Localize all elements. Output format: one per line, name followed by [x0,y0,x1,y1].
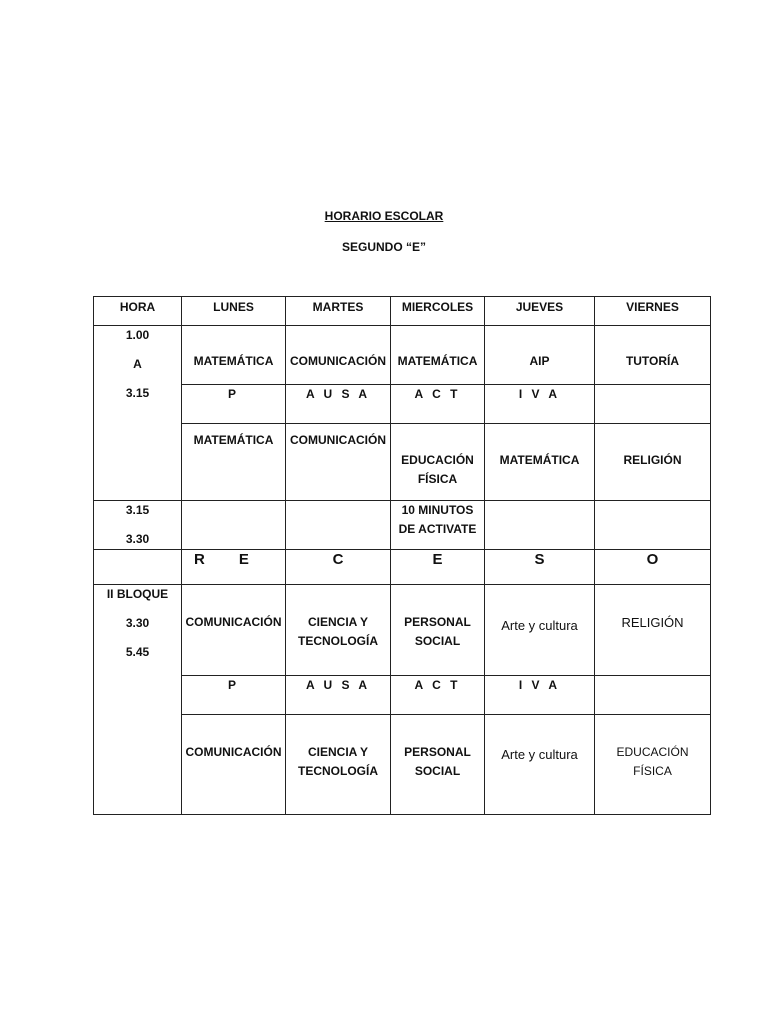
block1-row2-martes: COMUNICACIÓN [286,424,391,501]
block1-row2-lunes: MATEMÁTICA [182,424,286,501]
header-jueves: JUEVES [485,297,595,326]
recreo-empty-martes [286,501,391,550]
block2-row2-martes: CIENCIA Y TECNOLOGÍA [286,715,391,815]
block1-row1-martes: COMUNICACIÓN [286,326,391,385]
block1-pausa-3: A C T [391,385,485,424]
block2-pausa-4: I V A [485,676,595,715]
recreo-row [94,501,711,550]
block2-hora [94,585,182,815]
block2-pausa-1: P [182,676,286,715]
recess-letter-c: C [286,550,391,585]
block1-pausa-row [94,385,711,424]
recess-letter-s: S [485,550,595,585]
header-hora: HORA [94,297,182,326]
block1-pausa-4: I V A [485,385,595,424]
document-title: HORARIO ESCOLAR [324,209,444,223]
block2-hora-start: 3.30 [125,616,150,630]
schedule-table [93,296,711,815]
recess-blank [94,550,182,585]
recreo-activate: 10 MINUTOS DE ACTIVATE [391,501,485,550]
recess-letter-e: E [238,551,249,568]
block2-pausa-3: A C T [391,676,485,715]
recreo-empty-jueves [485,501,595,550]
block2-row1-miercoles: PERSONAL SOCIAL [391,585,485,676]
header-miercoles: MIERCOLES [391,297,485,326]
block1-hora-start: 1.00 [125,328,150,342]
block1-row2-jueves: MATEMÁTICA [485,424,595,501]
document-subtitle: SEGUNDO “E” [341,240,426,254]
recreo-hora-end: 3.30 [125,532,150,546]
block1-row1 [94,326,711,385]
block1-pausa-5 [595,385,711,424]
block1-row1-lunes: MATEMÁTICA [182,326,286,385]
recess-letter-r: R [194,551,205,568]
block2-pausa-5 [595,676,711,715]
block1-row2-viernes: RELIGIÓN [595,424,711,501]
block2-row2-lunes: COMUNICACIÓN [182,715,286,815]
block2-row2-jueves: Arte y cultura [485,715,595,815]
recreo-hora [94,501,182,550]
block2-row1-viernes: RELIGIÓN [595,585,711,676]
block2-row2-viernes: EDUCACIÓN FÍSICA [595,715,711,815]
block1-pausa-2: A U S A [286,385,391,424]
block1-row1-viernes: TUTORÍA [595,326,711,385]
recess-letter-e2: E [391,550,485,585]
header-lunes: LUNES [182,297,286,326]
block1-row2 [94,424,711,501]
block2-pausa-2: A U S A [286,676,391,715]
recreo-hora-start: 3.15 [125,503,150,517]
recreo-empty-lunes [182,501,286,550]
recess-row [94,550,711,585]
block2-row1-jueves: Arte y cultura [485,585,595,676]
block2-row1 [94,585,711,676]
block2-pausa-row [94,676,711,715]
block2-row1-lunes: COMUNICACIÓN [182,585,286,676]
block2-row2 [94,715,711,815]
block1-row1-jueves: AIP [485,326,595,385]
block2-row1-martes: CIENCIA Y TECNOLOGÍA [286,585,391,676]
header-martes: MARTES [286,297,391,326]
block2-row2-miercoles: PERSONAL SOCIAL [391,715,485,815]
block1-row2-miercoles: EDUCACIÓN FÍSICA [391,424,485,501]
block1-hora-end: 3.15 [125,386,150,400]
recess-letters-re [182,550,286,585]
header-viernes: VIERNES [595,297,711,326]
block1-pausa-1: P [182,385,286,424]
recreo-empty-viernes [595,501,711,550]
block1-row1-miercoles: MATEMÁTICA [391,326,485,385]
block1-hora-sep: A [133,357,142,371]
block2-hora-end: 5.45 [125,645,150,659]
block2-hora-label: II BLOQUE [106,587,169,601]
recess-letter-o: O [595,550,711,585]
header-row [94,297,711,326]
block1-hora [94,326,182,501]
